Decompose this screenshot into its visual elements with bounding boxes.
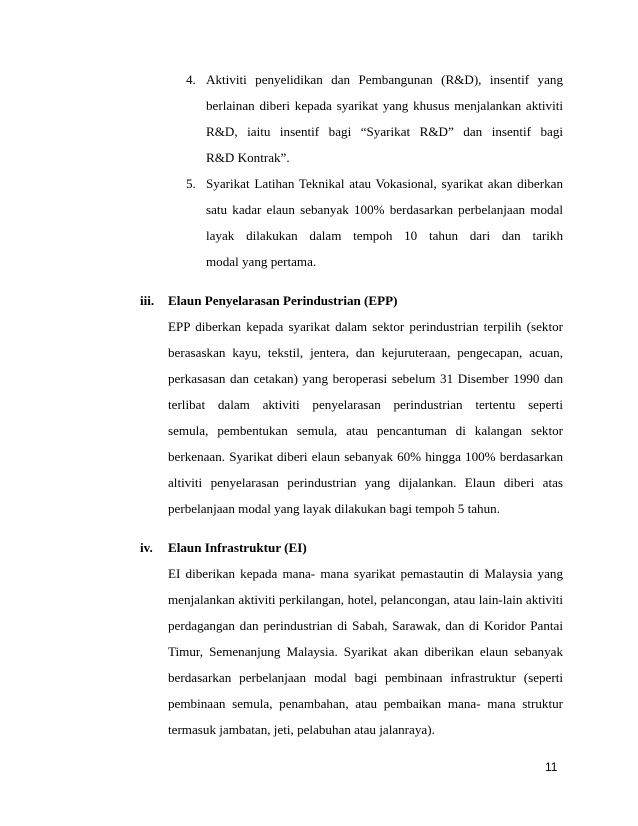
list-item-line: modal yang pertama. — [206, 254, 317, 269]
list-item-line: satu kadar elaun sebanyak 100% berdasarkan perbelanjaan modal — [206, 202, 563, 217]
paragraph-line: berasaskan kayu, tekstil, jentera, dan kejuruteraan, pengecapan, acuan, — [168, 345, 563, 360]
list-item-line: Aktiviti penyelidikan dan Pembangunan (R&D), insentif yang — [206, 72, 563, 87]
paragraph-line: altiviti penyelarasan perindustrian yang dijalankan. Elaun diberi atas — [168, 475, 563, 490]
paragraph-line: termasuk jambatan, jeti, pelabuhan atau jalanraya). — [168, 722, 435, 737]
paragraph-line: menjalankan aktiviti perkilangan, hotel, pelancongan, atau lain-lain aktiviti — [168, 592, 563, 607]
list-number: 4. — [186, 72, 196, 87]
section-heading: Elaun Penyelarasan Perindustrian (EPP) — [168, 293, 398, 308]
page-number: 11 — [545, 760, 558, 774]
list-number: 5. — [186, 176, 196, 191]
section-heading: Elaun Infrastruktur (EI) — [168, 540, 307, 555]
list-item-line: Syarikat Latihan Teknikal atau Vokasional, syarikat akan diberkan — [206, 176, 563, 191]
list-item-line: layak dilakukan dalam tempoh 10 tahun dari dan tarikh — [206, 228, 563, 243]
section-roman-numeral: iv. — [140, 540, 153, 555]
section-roman-numeral: iii. — [140, 293, 155, 308]
paragraph-line: berdasarkan perbelanjaan modal bagi pembinaan infrastruktur (seperti — [168, 670, 563, 685]
list-item-line: R&D, iaitu insentif bagi “Syarikat R&D” dan insentif bagi — [206, 124, 563, 139]
paragraph-line: EPP diberkan kepada syarikat dalam sektor perindustrian terpilih (sektor — [168, 319, 563, 334]
paragraph-line: pembinaan semula, penambahan, atau pembaikan mana- mana struktur — [168, 696, 563, 711]
paragraph-line: terlibat dalam aktiviti penyelarasan perindustrian tertentu seperti — [168, 397, 563, 412]
paragraph-line: Timur, Semenanjung Malaysia. Syarikat akan diberikan elaun sebanyak — [168, 644, 563, 659]
paragraph-line: berkenaan. Syarikat diberi elaun sebanyak 60% hingga 100% berdasarkan — [168, 449, 563, 464]
paragraph-line: perdagangan dan perindustrian di Sabah, Sarawak, dan di Koridor Pantai — [168, 618, 563, 633]
paragraph-line: perkasasan dan cetakan) yang beroperasi sebelum 31 Disember 1990 dan — [168, 371, 563, 386]
paragraph-line: EI diberikan kepada mana- mana syarikat pemastautin di Malaysia yang — [168, 566, 563, 581]
list-item-line: R&D Kontrak”. — [206, 150, 290, 165]
paragraph-line: perbelanjaan modal yang layak dilakukan bagi tempoh 5 tahun. — [168, 501, 500, 516]
list-item-line: berlainan diberi kepada syarikat yang khusus menjalankan aktiviti — [206, 98, 563, 113]
paragraph-line: semula, pembentukan semula, atau pencantuman di kalangan sektor — [168, 423, 563, 438]
